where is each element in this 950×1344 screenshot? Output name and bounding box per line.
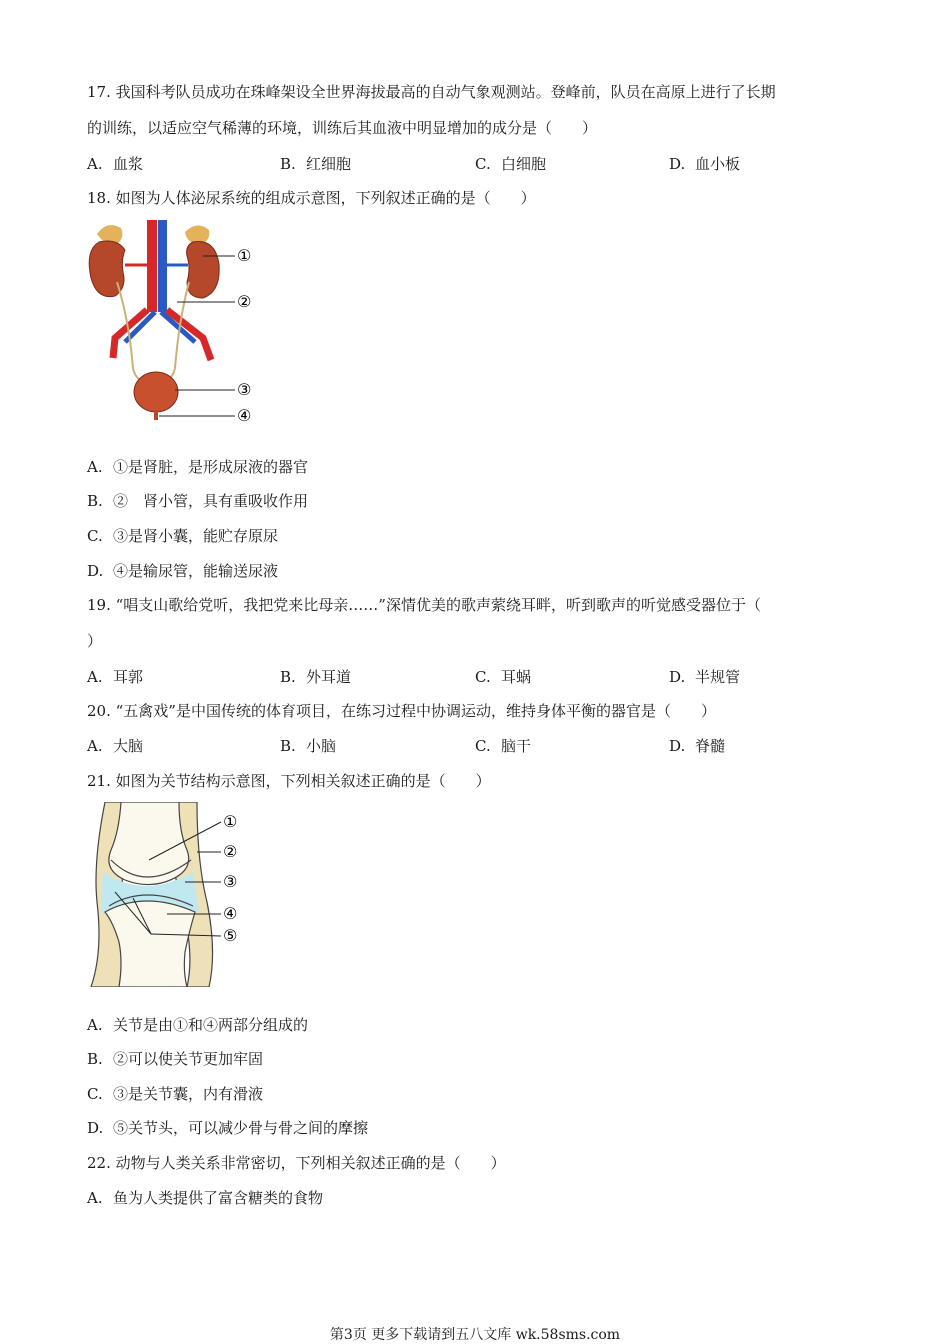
q17-option-c: C. 白细胞 — [475, 155, 547, 173]
q19-stem-line1: 19. “唱支山歌给党听，我把党来比母亲……”深情优美的歌声萦绕耳畔，听到歌声的听觉感受器位于（ — [87, 596, 761, 614]
kidney-label: ① — [237, 246, 252, 265]
q19-stem-line2: ） — [87, 632, 103, 650]
joint-label-4: ④ — [223, 904, 238, 923]
q20-option-b: B. 小脑 — [280, 737, 337, 755]
q17-stem-line2: 的训练，以适应空气稀薄的环境，训练后其血液中明显增加的成分是（ ） — [87, 119, 598, 137]
q21-option-c: C. ③是关节囊，内有滑液 — [87, 1085, 264, 1103]
q20-option-c: C. 脑干 — [475, 737, 532, 755]
q18-option-d: D. ④是输尿管，能输送尿液 — [87, 562, 279, 580]
joint-label-5: ⑤ — [223, 926, 238, 945]
q20-option-d: D. 脊髓 — [669, 737, 726, 755]
right-kidney — [187, 241, 220, 298]
q21-option-d: D. ⑤关节头，可以减少骨与骨之间的摩擦 — [87, 1119, 369, 1137]
bladder-label: ③ — [237, 380, 252, 399]
q22-option-a: A. 鱼为人类提供了富含糖类的食物 — [87, 1189, 324, 1207]
q18-option-a: A. ①是肾脏，是形成尿液的器官 — [87, 458, 309, 476]
q20-stem: 20. “五禽戏”是中国传统的体育项目，在练习过程中协调运动，维持身体平衡的器官是（ ） — [87, 702, 716, 720]
urinary-system-figure — [85, 220, 265, 430]
q19-option-a: A. 耳郭 — [87, 668, 144, 686]
aorta — [147, 220, 157, 312]
ureter-label: ② — [237, 292, 252, 311]
q19-option-d: D. 半规管 — [669, 668, 741, 686]
q21-stem: 21. 如图为关节结构示意图，下列相关叙述正确的是（ ） — [87, 772, 491, 790]
vena-cava — [158, 220, 167, 312]
q18-option-b: B. ② 肾小管，具有重吸收作用 — [87, 492, 309, 510]
q17-option-d: D. 血小板 — [669, 155, 741, 173]
joint-structure-figure — [85, 802, 250, 987]
q18-option-c: C. ③是肾小囊，能贮存原尿 — [87, 527, 279, 545]
q18-stem: 18. 如图为人体泌尿系统的组成示意图，下列叙述正确的是（ ） — [87, 189, 536, 207]
bladder — [134, 372, 178, 412]
joint-head — [109, 802, 189, 885]
page-footer: 第3页 更多下载请到五八文库 wk.58sms.com — [329, 1327, 621, 1343]
q19-option-b: B. 外耳道 — [280, 668, 352, 686]
q22-stem: 22. 动物与人类关系非常密切，下列相关叙述正确的是（ ） — [87, 1154, 506, 1172]
q20-option-a: A. 大脑 — [87, 737, 144, 755]
urethra-label: ④ — [237, 406, 252, 425]
q21-option-a: A. 关节是由①和④两部分组成的 — [87, 1016, 309, 1034]
q21-option-b: B. ②可以使关节更加牢固 — [87, 1050, 264, 1068]
urethra — [154, 410, 158, 420]
joint-label-3: ③ — [223, 872, 238, 891]
q19-option-c: C. 耳蜗 — [475, 668, 532, 686]
q17-stem-line1: 17. 我国科考队员成功在珠峰架设全世界海拔最高的自动气象观测站。登峰前，队员在高原上进行了长期 — [87, 83, 776, 101]
q17-option-b: B. 红细胞 — [280, 155, 352, 173]
joint-label-1: ① — [223, 812, 238, 831]
joint-label-2: ② — [223, 842, 238, 861]
q17-option-a: A. 血浆 — [87, 155, 144, 173]
